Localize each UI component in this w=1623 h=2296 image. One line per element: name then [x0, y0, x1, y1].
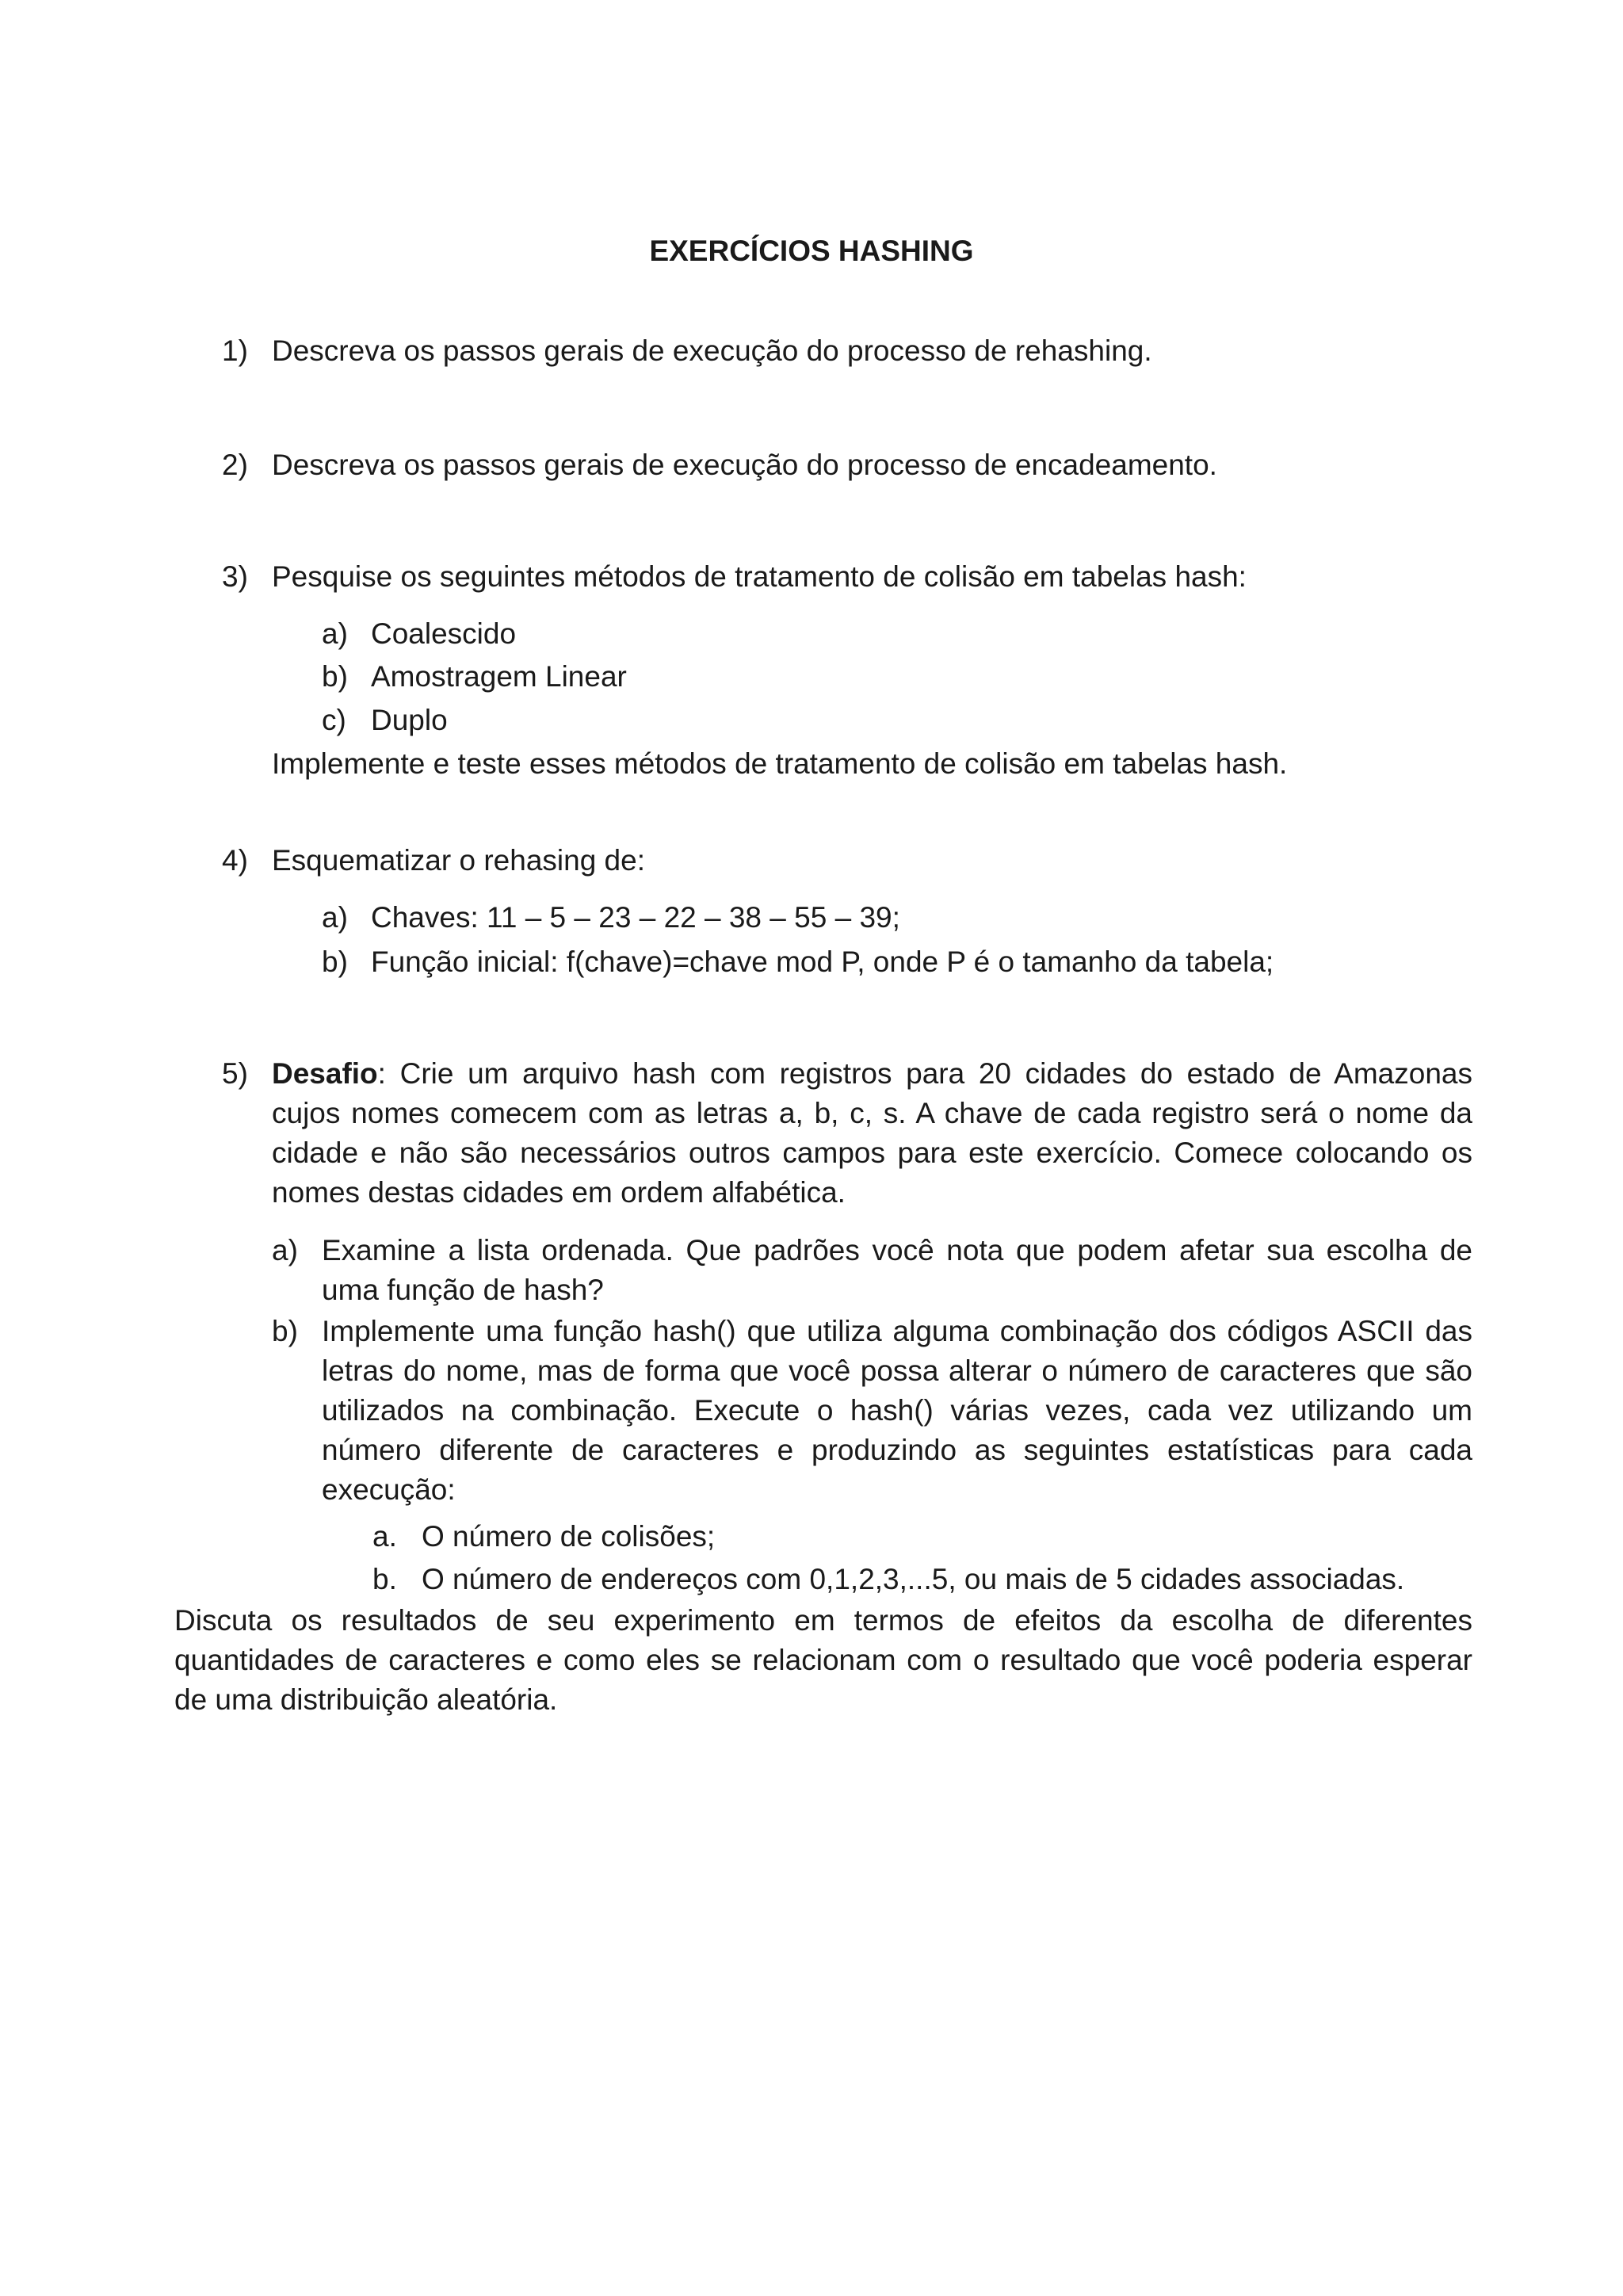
- question-3-item-label: c): [322, 704, 346, 736]
- question-4-text: Esquematizar o rehasing de:: [272, 844, 645, 877]
- question-4-item-label: b): [322, 946, 348, 978]
- question-5-number: 5): [222, 1057, 248, 1090]
- question-3-item-text: Duplo: [371, 704, 448, 736]
- question-3-item-text: Coalescido: [371, 617, 517, 650]
- question-4-item-label: a): [322, 901, 348, 934]
- question-2-number: 2): [222, 449, 248, 481]
- closing-paragraph: Discuta os resultados de seu experimento em termos de efeitos da escolha de diferentes quantidades de caracteres e como eles se relacionam com o resultado que você poderia esperar de uma distribuição aleatória.: [174, 1604, 1472, 1716]
- question-4-number: 4): [222, 844, 248, 877]
- question-3-item-label: a): [322, 617, 348, 650]
- question-3-item-label: b): [322, 660, 348, 693]
- question-5-text: [272, 1054, 1472, 1213]
- question-5-subitem-label: a.: [372, 1520, 397, 1553]
- question-5-item-text: Examine a lista ordenada. Que padrões você nota que podem afetar sua escolha de uma função de hash?: [322, 1234, 1472, 1306]
- question-5-body: : Crie um arquivo hash com registros para 20 cidades do estado de Amazonas cujos nomes comecem com as letras a, b, c, s. A chave de cada registro será o nome da cidade e não são necessários outros campos para este exercício. Comece colocando os nomes destas cidades em ordem alfabética.: [272, 1057, 1472, 1209]
- question-1-number: 1): [222, 334, 248, 367]
- question-3-note: Implemente e teste esses métodos de tratamento de colisão em tabelas hash.: [272, 747, 1288, 780]
- question-5-item-label: b): [272, 1315, 298, 1347]
- question-5-subitem-text: O número de endereços com 0,1,2,3,...5, ou mais de 5 cidades associadas.: [422, 1563, 1405, 1595]
- question-5-subitem-label: b.: [372, 1563, 397, 1595]
- question-1-text: Descreva os passos gerais de execução do processo de rehashing.: [272, 334, 1152, 367]
- question-5-subitem-text: O número de colisões;: [422, 1520, 716, 1553]
- question-4-item-text: Função inicial: f(chave)=chave mod P, onde P é o tamanho da tabela;: [371, 946, 1274, 978]
- question-5-item-label: a): [272, 1234, 298, 1266]
- question-5-item-text: Implemente uma função hash() que utiliza alguma combinação dos códigos ASCII das letras do nome, mas de forma que você possa alterar o número de caracteres que são utilizados na combinação. Execute o hash() várias vezes, cada vez utilizando um número diferente de caracteres e produzindo as seguintes estatísticas para cada execução:: [322, 1315, 1472, 1506]
- question-3-item-text: Amostragem Linear: [371, 660, 627, 693]
- question-5-bold-label: Desafio: [272, 1057, 378, 1090]
- question-2-text: Descreva os passos gerais de execução do processo de encadeamento.: [272, 449, 1217, 481]
- page-title: EXERCÍCIOS HASHING: [649, 235, 974, 267]
- question-4-item-text: Chaves: 11 – 5 – 23 – 22 – 38 – 55 – 39;: [371, 901, 900, 934]
- question-3-number: 3): [222, 560, 248, 593]
- question-3-text: Pesquise os seguintes métodos de tratamento de colisão em tabelas hash:: [272, 560, 1247, 593]
